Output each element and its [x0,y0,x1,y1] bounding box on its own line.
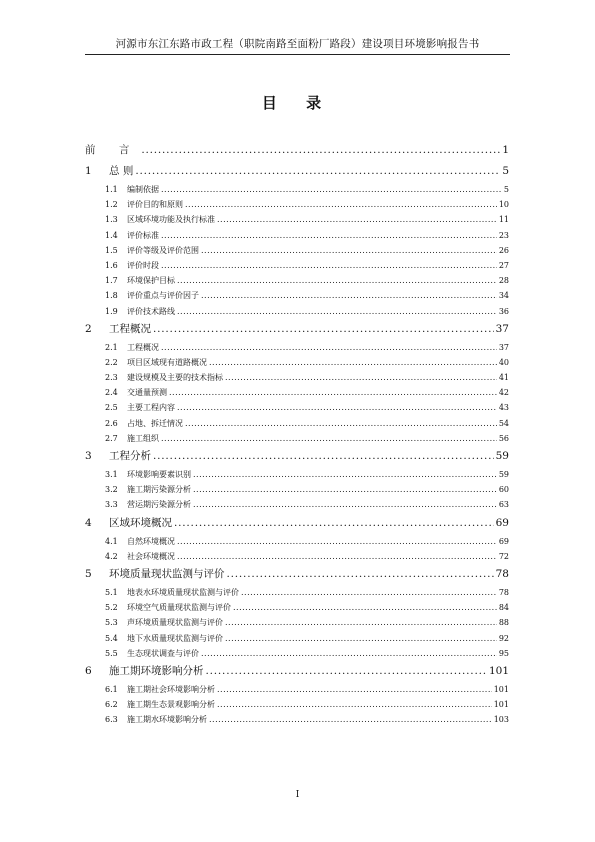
toc-entry-page: 11 [498,215,509,225]
toc-chapter-entry[interactable] [85,321,509,342]
toc-entry-page: 56 [498,433,509,443]
toc-entry-label: 编制依据 [127,185,159,194]
toc-leader-dots [161,185,502,194]
toc-leader-dots [177,307,497,316]
toc-entry-page: 88 [498,618,509,628]
toc-entry-number: 5.1 [105,587,118,597]
toc-leader-dots [206,665,487,677]
toc-entry-label: 施工期污染源分析 [127,485,191,495]
toc-chapter-entry[interactable] [85,163,509,184]
toc-entry-label: 施工期社会环境影响分析 [127,684,215,694]
toc-entry-label: 总 则 [109,165,134,177]
toc-entry-page: 101 [493,700,509,710]
toc-entry-label: 环境影响要素识别 [127,470,191,479]
toc-entry-label: 交通量预测 [127,388,167,398]
toc-entry-page: 101 [493,684,509,694]
toc-entry-label: 评价目的和原则 [127,200,183,210]
toc-entry-label: 主要工程内容 [127,403,175,413]
toc-entry-number: 3.2 [105,485,118,495]
toc-entry-number: 1.4 [105,230,118,240]
toc-section-entry[interactable] [85,587,509,602]
toc-leader-dots [185,200,497,209]
toc-leader-dots [217,700,492,709]
toc-section-entry[interactable] [85,469,509,484]
toc-entry-page: 5 [502,165,509,177]
toc-entry-number: 5.2 [105,603,118,613]
toc-entry-page: 92 [498,633,509,643]
toc-entry-page: 40 [498,357,509,367]
toc-entry-label: 生态现状调查与评价 [127,648,199,658]
toc-section-entry[interactable] [85,484,509,499]
toc-entry-label: 工程概况 [109,322,151,335]
toc-entry-number: 5.4 [105,633,118,643]
toc-section-entry[interactable] [85,536,509,551]
toc-section-entry[interactable] [85,633,509,648]
toc-entry-label: 区域环境概况 [109,516,172,529]
toc-entry-number: 1.6 [105,260,118,270]
toc-leader-dots [161,434,497,443]
toc-entry-label: 地下水质量现状监测与评价 [127,633,223,643]
toc-leader-dots [169,388,497,397]
toc-leader-dots [174,517,494,529]
toc-leader-dots [135,165,500,177]
toc-entry-page: 41 [498,373,509,383]
toc-chapter-entry[interactable] [85,663,509,684]
header-rule [85,54,510,55]
toc-entry-page: 59 [495,450,509,462]
toc-entry-number: 1.8 [105,291,118,301]
toc-entry-page: 26 [498,245,509,255]
toc-entry-page: 78 [498,587,509,597]
toc-leader-dots [153,323,494,335]
toc-section-entry[interactable] [85,499,509,514]
toc-entry-page: 27 [498,260,509,270]
toc-entry-page: 84 [498,603,509,613]
toc-entry-number: 6 [85,664,92,677]
toc-leader-dots [217,215,497,224]
toc-entry-label: 评价时段 [127,260,159,270]
toc-entry-number: 6.1 [105,684,118,694]
toc-leader-dots [201,649,497,658]
toc-entry-number: 1.5 [105,245,118,255]
toc-entry-page: 60 [498,485,509,495]
toc-entry-label: 评价标准 [127,230,159,240]
toc-entry-page: 1 [502,144,509,156]
toc-chapter-entry[interactable] [85,515,509,536]
toc-section-entry[interactable] [85,602,509,617]
toc-leader-dots [201,291,497,300]
toc-entry-number: 2.6 [105,418,118,428]
toc-entry-page: 34 [498,291,509,301]
toc-leader-dots [161,231,497,240]
toc-entry-page: 78 [495,567,509,580]
toc-chapter-entry[interactable] [85,142,509,163]
toc-section-entry[interactable] [85,306,509,321]
toc-section-entry[interactable] [85,551,509,566]
toc-entry-number: 1.3 [105,215,118,225]
toc-leader-dots [225,373,497,382]
toc-entry-label: 环境空气质量现状监测与评价 [127,603,231,613]
toc-entry-page: 63 [498,500,509,510]
toc-leader-dots [177,403,497,412]
toc-leader-dots [193,470,497,479]
toc-entry-page: 10 [498,200,509,210]
toc-entry-label: 评价重点与评价因子 [127,291,199,301]
toc-entry-number: 2.1 [105,342,118,352]
toc-entry-label: 工程概况 [127,342,159,352]
toc-entry-label: 建设规模及主要的技术指标 [127,373,223,383]
toc-leader-dots [233,603,497,612]
toc-leader-dots [193,500,497,509]
toc-entry-label: 环境质量现状监测与评价 [109,567,225,580]
toc-entry-number: 4.2 [105,551,118,561]
toc-entry-label: 地表水环境质量现状监测与评价 [127,587,239,597]
page-number: I [295,790,300,800]
toc-entry-number: 2.5 [105,403,118,413]
toc-entry-label: 工程分析 [109,450,151,462]
toc-entry-number: 2.3 [105,373,118,383]
toc-entry-label: 施工期水环境影响分析 [127,715,207,725]
toc-leader-dots [161,343,497,352]
toc-entry-number: 4 [85,516,92,529]
toc-entry-number: 3.3 [105,500,118,510]
toc-section-entry[interactable] [85,617,509,632]
toc-entry-page: 43 [498,403,509,413]
toc-section-entry[interactable] [85,418,509,433]
toc-section-entry[interactable] [85,372,509,387]
toc-leader-dots [185,419,497,428]
toc-entry-label: 施工组织 [127,433,159,443]
toc-entry-number: 5 [85,567,92,580]
toc-entry-number: 2.2 [105,357,118,367]
toc-entry-number: 2.7 [105,433,118,443]
toc-entry-page: 72 [498,551,509,561]
toc-section-entry[interactable] [85,714,509,729]
toc-title: 目 录 [261,94,334,112]
toc-section-entry[interactable] [85,387,509,402]
toc-section-entry[interactable] [85,184,509,199]
toc-section-entry[interactable] [85,699,509,714]
toc-leader-dots [201,246,497,255]
toc-entry-label: 前 言 [85,144,140,156]
toc-entry-number: 1.9 [105,306,118,316]
table-of-contents [85,142,509,729]
toc-section-entry[interactable] [85,245,509,260]
toc-section-entry[interactable] [85,433,509,448]
toc-entry-page: 59 [498,470,509,479]
toc-leader-dots [161,261,497,270]
toc-section-entry[interactable] [85,290,509,305]
toc-entry-page: 69 [495,516,509,529]
toc-entry-page: 23 [498,230,509,240]
toc-entry-number: 1.7 [105,276,118,286]
toc-entry-label: 社会环境概况 [127,551,175,561]
toc-section-entry[interactable] [85,357,509,372]
toc-entry-label: 项目区域现有道路概况 [127,357,207,367]
toc-leader-dots [209,715,492,724]
toc-entry-page: 42 [498,388,509,398]
toc-entry-label: 施工期生态景观影响分析 [127,700,215,710]
page-header: 河源市东江东路市政工程（职院南路至面粉厂路段）建设项目环境影响报告书 [115,38,480,50]
toc-entry-number: 2.4 [105,388,118,398]
toc-entry-label: 施工期环境影响分析 [109,664,204,677]
toc-section-entry[interactable] [85,684,509,699]
toc-entry-page: 103 [493,715,509,725]
toc-leader-dots [225,618,497,627]
toc-leader-dots [141,144,500,156]
toc-leader-dots [177,537,497,546]
toc-leader-dots [227,568,494,580]
toc-entry-label: 区域环境功能及执行标准 [127,215,215,225]
toc-section-entry[interactable] [85,230,509,245]
toc-entry-number: 1.2 [105,200,118,210]
toc-entry-number: 3 [85,450,92,462]
toc-entry-label: 评价技术路线 [127,306,175,316]
toc-entry-page: 28 [498,276,509,286]
toc-leader-dots [209,358,497,367]
toc-section-entry[interactable] [85,342,509,357]
toc-entry-label: 环境保护目标 [127,276,175,286]
toc-entry-page: 36 [498,306,509,316]
toc-entry-label: 营运期污染源分析 [127,500,191,510]
toc-section-entry[interactable] [85,199,509,214]
toc-entry-number: 1.1 [105,185,118,194]
toc-leader-dots [193,485,497,494]
toc-entry-label: 自然环境概况 [127,536,175,546]
toc-entry-number: 5.3 [105,618,118,628]
toc-entry-label: 评价等级及评价范围 [127,245,199,255]
toc-entry-page: 69 [498,536,509,546]
toc-entry-number: 2 [85,322,92,335]
toc-entry-label: 占地、拆迁情况 [127,418,183,428]
toc-leader-dots [177,276,497,285]
toc-entry-number: 4.1 [105,536,118,546]
toc-leader-dots [241,588,497,597]
toc-entry-page: 5 [503,185,509,194]
toc-entry-number: 6.2 [105,700,118,710]
toc-leader-dots [217,685,492,694]
toc-leader-dots [177,552,497,561]
toc-entry-number: 6.3 [105,715,118,725]
toc-section-entry[interactable] [85,402,509,417]
toc-chapter-entry[interactable] [85,566,509,587]
toc-entry-page: 95 [498,648,509,658]
toc-leader-dots [225,634,497,643]
toc-leader-dots [153,450,494,462]
toc-entry-page: 101 [488,664,509,677]
toc-entry-page: 37 [495,322,509,335]
toc-section-entry[interactable] [85,214,509,229]
toc-entry-page: 54 [498,418,509,428]
toc-entry-page: 37 [498,342,509,352]
toc-chapter-entry[interactable] [85,448,509,469]
toc-entry-label: 声环境质量现状监测与评价 [127,618,223,628]
toc-entry-number: 1 [85,165,92,177]
toc-section-entry[interactable] [85,648,509,663]
toc-section-entry[interactable] [85,260,509,275]
toc-entry-number: 3.1 [105,470,118,479]
toc-entry-number: 5.5 [105,648,118,658]
toc-section-entry[interactable] [85,275,509,290]
